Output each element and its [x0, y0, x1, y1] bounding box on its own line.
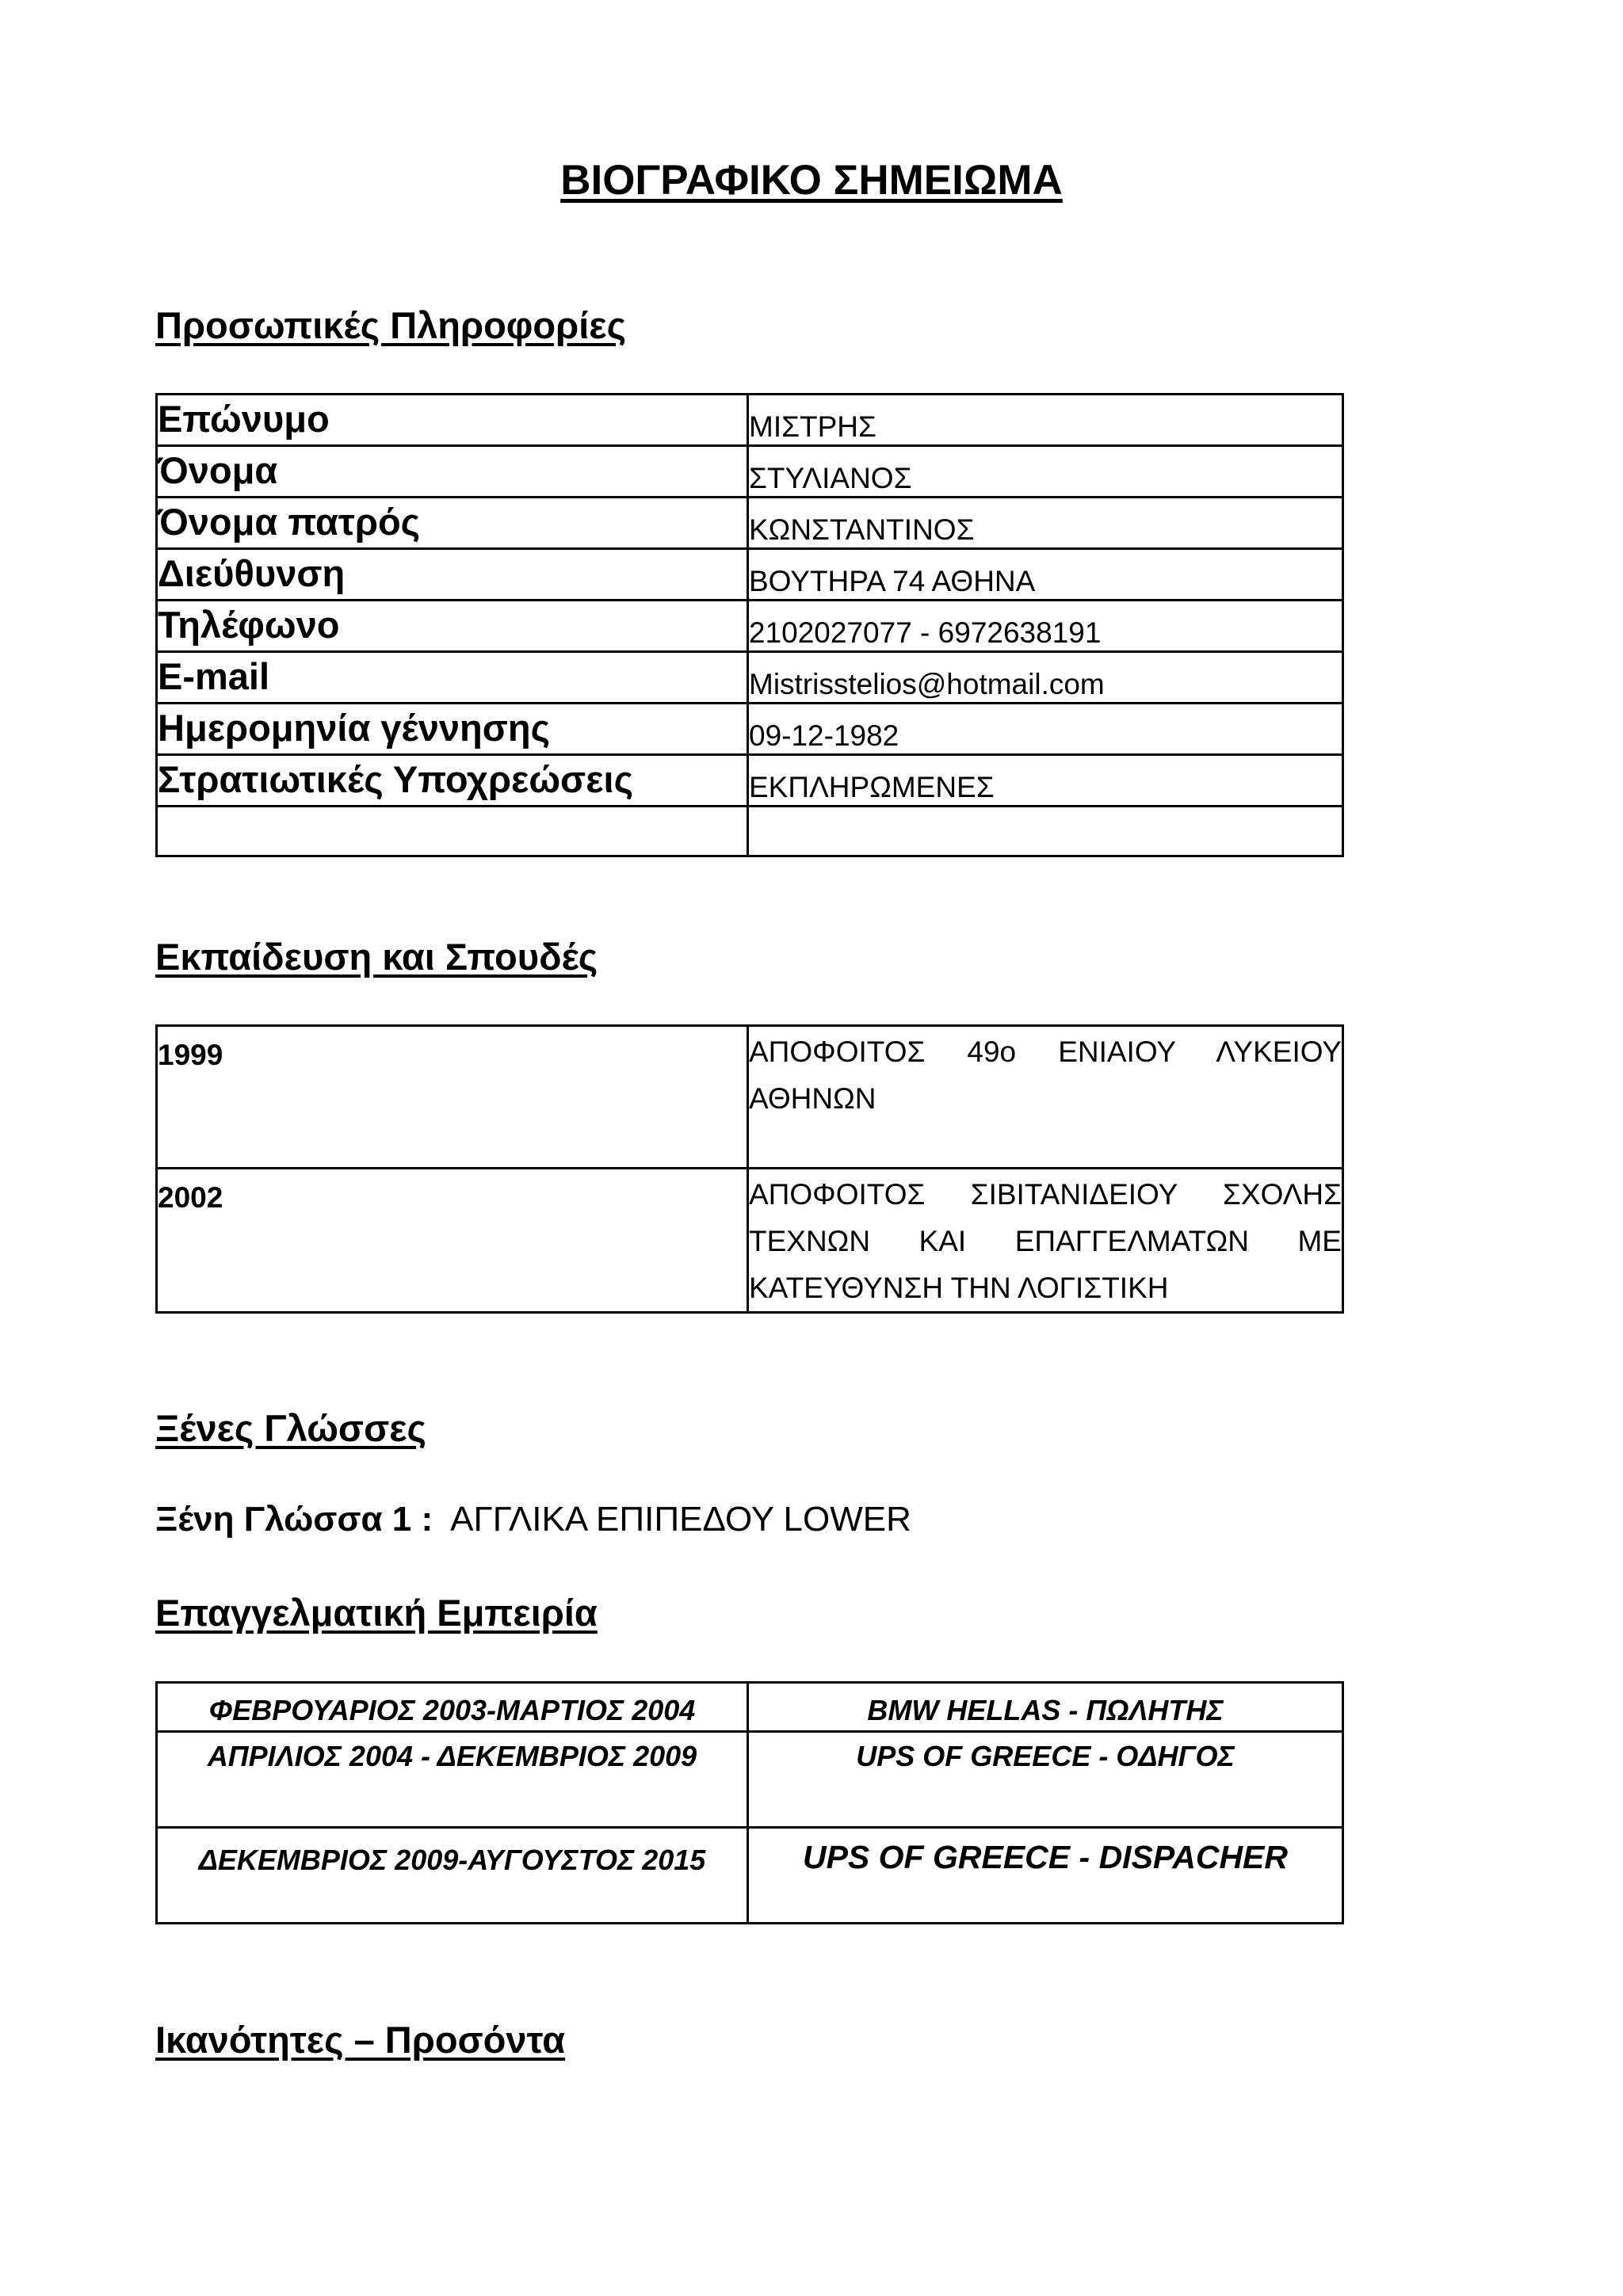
experience-period: ΑΠΡΙΛΙΟΣ 2004 - ΔΕΚΕΜΒΡΙΟΣ 2009	[157, 1732, 748, 1828]
empty-value-cell	[748, 807, 1343, 856]
table-row	[157, 498, 1343, 549]
birth-date-label: Ημερομηνία γέννησης	[157, 704, 748, 755]
education-year: 1999	[157, 1026, 748, 1169]
experience-heading: Επαγγελματική Εμπειρία	[155, 1592, 598, 1634]
address-value: ΒΟΥΤΗΡΑ 74 ΑΘΗΝΑ	[748, 549, 1343, 601]
experience-position: BMW HELLAS - ΠΩΛΗΤΗΣ	[748, 1683, 1343, 1732]
personal-info-table	[155, 393, 1344, 857]
table-row	[157, 1169, 1343, 1313]
experience-position: UPS OF GREECE - ΟΔΗΓΟΣ	[748, 1732, 1343, 1828]
surname-label: Επώνυμο	[157, 395, 748, 446]
first-name-label: Όνομα	[157, 446, 748, 498]
table-row	[157, 395, 1343, 446]
table-row	[157, 1683, 1343, 1732]
table-row	[157, 807, 1343, 856]
education-description: ΑΠΟΦΟΙΤΟΣ ΣΙΒΙΤΑΝΙΔΕΙΟΥ ΣΧΟΛΗΣ ΤΕΧΝΩΝ ΚΑΙ ΕΠΑΓΓΕΛΜΑΤΩΝ ΜΕ ΚΑΤΕΥΘΥΝΣΗ ΤΗΝ ΛΟΓΙΣΤΙΚΗ	[748, 1169, 1343, 1313]
father-name-label: Όνομα πατρός	[157, 498, 748, 549]
table-row	[157, 601, 1343, 652]
personal-info-heading: Προσωπικές Πληροφορίες	[155, 304, 627, 346]
table-row	[157, 1828, 1343, 1924]
table-row	[157, 704, 1343, 755]
experience-period: ΔΕΚΕΜΒΡΙΟΣ 2009-ΑΥΓΟΥΣΤΟΣ 2015	[157, 1828, 748, 1924]
email-label: E-mail	[157, 652, 748, 704]
education-heading: Εκπαίδευση και Σπουδές	[155, 936, 598, 978]
education-year: 2002	[157, 1169, 748, 1313]
father-name-value: ΚΩΝΣΤΑΝΤΙΝΟΣ	[748, 498, 1343, 549]
empty-label-cell	[157, 807, 748, 856]
phone-label: Τηλέφωνο	[157, 601, 748, 652]
education-table	[155, 1024, 1344, 1314]
table-row	[157, 446, 1343, 498]
military-value: ΕΚΠΛΗΡΩΜΕΝΕΣ	[748, 755, 1343, 807]
email-value: Mistrisstelios@hotmail.com	[748, 652, 1343, 704]
page-title: ΒΙΟΓΡΑΦΙΚΟ ΣΗΜΕΙΩΜΑ	[560, 157, 1063, 204]
table-row	[157, 1732, 1343, 1828]
language-value: ΑΓΓΛΙΚΑ ΕΠΙΠΕΔΟΥ LOWER	[450, 1500, 911, 1539]
skills-heading: Ικανότητες – Προσόντα	[155, 2019, 566, 2061]
languages-heading: Ξένες Γλώσσες	[155, 1407, 426, 1449]
military-label: Στρατιωτικές Υποχρεώσεις	[157, 755, 748, 807]
language-entry	[155, 1497, 911, 1542]
table-row	[157, 1026, 1343, 1169]
language-label: Ξένη Γλώσσα 1 :	[155, 1500, 433, 1539]
first-name-value: ΣΤΥΛΙΑΝΟΣ	[748, 446, 1343, 498]
address-label: Διεύθυνση	[157, 549, 748, 601]
table-row	[157, 549, 1343, 601]
phone-value: 2102027077 - 6972638191	[748, 601, 1343, 652]
experience-period: ΦΕΒΡΟΥΑΡΙΟΣ 2003-ΜΑΡΤΙΟΣ 2004	[157, 1683, 748, 1732]
experience-table	[155, 1681, 1344, 1924]
experience-position: UPS OF GREECE - DISPACHER	[748, 1828, 1343, 1924]
table-row	[157, 755, 1343, 807]
surname-value: ΜΙΣΤΡΗΣ	[748, 395, 1343, 446]
education-description: ΑΠΟΦΟΙΤΟΣ 49ο ΕΝΙΑΙΟΥ ΛΥΚΕΙΟΥ ΑΘΗΝΩΝ	[748, 1026, 1343, 1169]
birth-date-value: 09-12-1982	[748, 704, 1343, 755]
table-row	[157, 652, 1343, 704]
